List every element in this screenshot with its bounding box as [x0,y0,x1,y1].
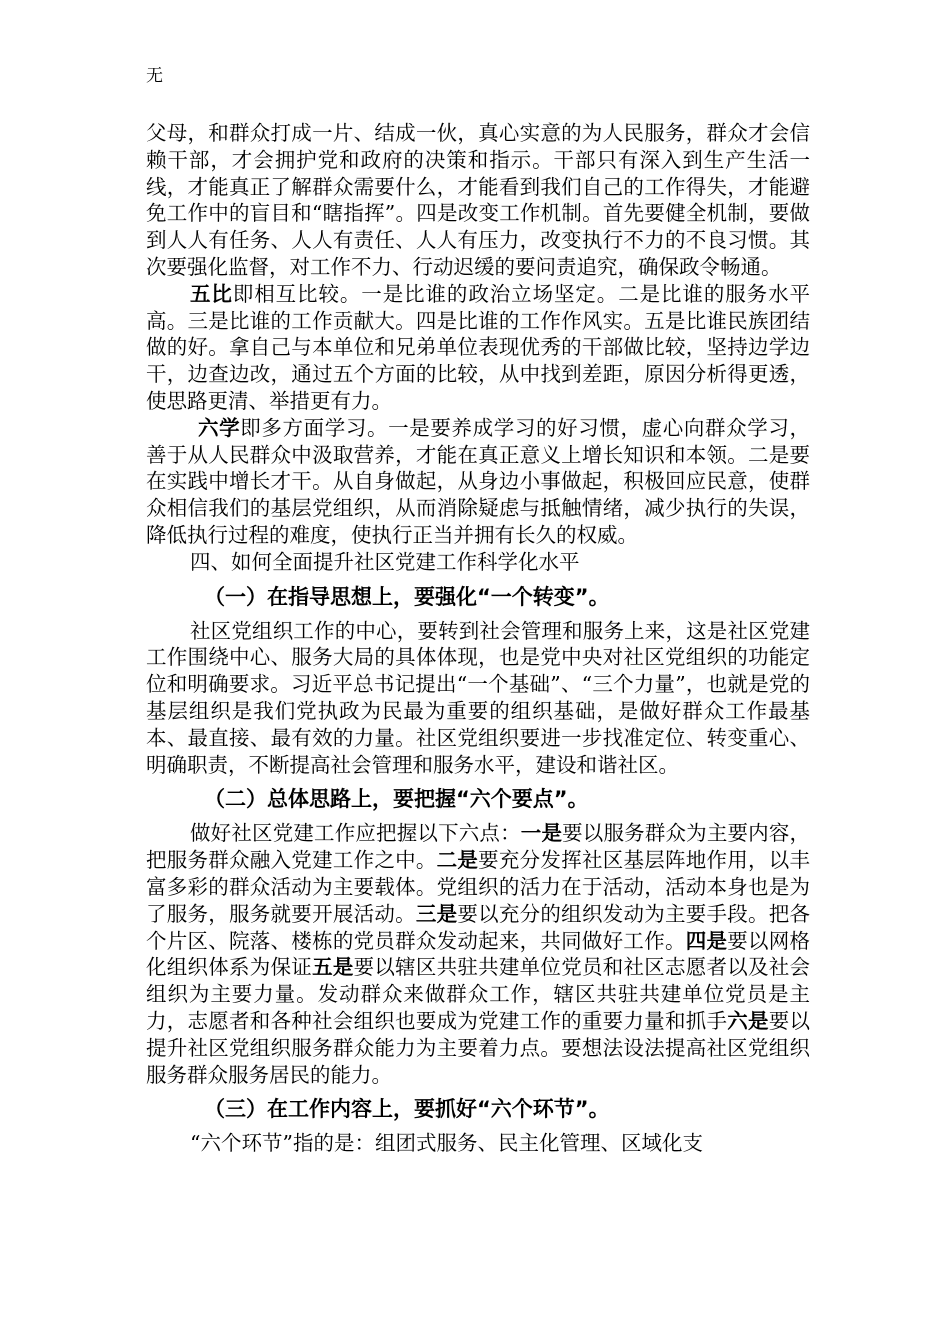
bold-lead: 三是 [415,901,458,926]
paragraph-text: 即相互比较。一是比谁的政治立场坚定。二是比谁的服务水平高。三是比谁的工作贡献大。四是比谁的工作作风实。五是比谁民族团结做的好。拿自己与本单位和兄弟单位表现优秀的干部做比较，坚持边学边干，边查边改，通过五个方面的比较，从中找到差距，原因分析得更透，使思路更清、举措更有力。 [146,281,811,413]
paragraph-text: 要以辖区共驻共建单位党员和社区志愿者以及社会组织为主要力量。发动群众来做群众工作，辖区共驻共建单位党员是主力，志愿者和各种社会组织也要成为党建工作的重要力量和抓手 [146,955,811,1033]
paragraph [146,281,810,415]
subheading: （一）在指导思想上，要强化“一个转变”。 [204,584,610,609]
bold-lead: 四是 [685,928,728,953]
paragraph-text: 做好社区党建工作应把握以下六点： [190,821,521,846]
paragraph-text: 要以服务群众为主要内容，把服务群众融入党建工作之中。 [146,821,811,873]
bold-lead: 六是 [727,1008,769,1033]
bold-lead: 六学 [198,415,241,440]
document-body [146,120,810,1157]
bold-lead: 一是 [520,821,563,846]
bold-lead: 五比 [190,281,233,306]
paragraph [146,820,810,1088]
paragraph-text: 要以充分的组织发动为主要手段。把各个片区、院落、楼栋的党员群众发动起来，共同做好工作。 [146,901,811,953]
section-title: 四、如何全面提升社区党建工作科学化水平 [190,549,580,574]
paragraph-text: 要充分发挥社区基层阵地作用，以丰富多彩的群众活动为主要载体。党组织的活力在于活动，活动本身也是为了服务，服务就要开展活动。 [146,848,811,926]
bold-lead: 五是 [312,955,354,980]
paragraph-text: 要以提升社区党组织服务群众能力为主要着力点。要想法设法提高社区党组织服务群众服务居民的能力。 [146,1008,811,1087]
subheading: （二）总体思路上，要把握“六个要点”。 [204,787,589,812]
bold-lead: 二是 [436,848,479,873]
paragraph-text: 要以网格化组织体系为保证 [146,928,811,980]
page-header-label: 无 [146,66,163,86]
paragraph-text: 即多方面学习。一是要养成学习的好习惯，虚心向群众学习，善于从人民群众中汲取营养，才能在真正意义上增长知识和本领。二是要在实践中增长才干。从自身做起，从身边小事做起，积极回应民意，使群众相信我们的基层党组织，从而消除疑虑与抵触情绪，减少执行的失误，降低执行过程的难度，使执行正当并拥有长久的权威。 [146,415,810,547]
paragraph [146,415,810,549]
paragraph: 父母，和群众打成一片、结成一伙，真心实意的为人民服务，群众才会信赖干部，才会拥护党和政府的决策和指示。干部只有深入到生产生活一线，才能真正了解群众需要什么，才能看到我们自己的工作得失，才能避免工作中的盲目和“瞎指挥”。四是改变工作机制。首先要健全机制，要做到人人有任务、人人有责任、人人有压力，改变执行不力的不良习惯。其次要强化监督，对工作不力、行动迟缓的要问责追究，确保政令畅通。 [146,121,810,279]
subheading: （三）在工作内容上，要抓好“六个环节”。 [204,1097,610,1122]
paragraph: 社区党组织工作的中心，要转到社会管理和服务上来，这是社区党建工作围绕中心、服务大局的具体体现，也是党中央对社区党组织的功能定位和明确要求。习近平总书记提出“一个基础”、“三个力量”，也就是党的基层组织是我们党执政为民最为重要的组织基础，是做好群众工作最基本、最直接、最有效的力量。社区党组织要进一步找准定位、转变重心、明确职责，不断提高社会管理和服务水平，建设和谐社区。 [146,618,810,777]
paragraph: “六个环节”指的是：组团式服务、民主化管理、区域化支 [190,1131,703,1156]
